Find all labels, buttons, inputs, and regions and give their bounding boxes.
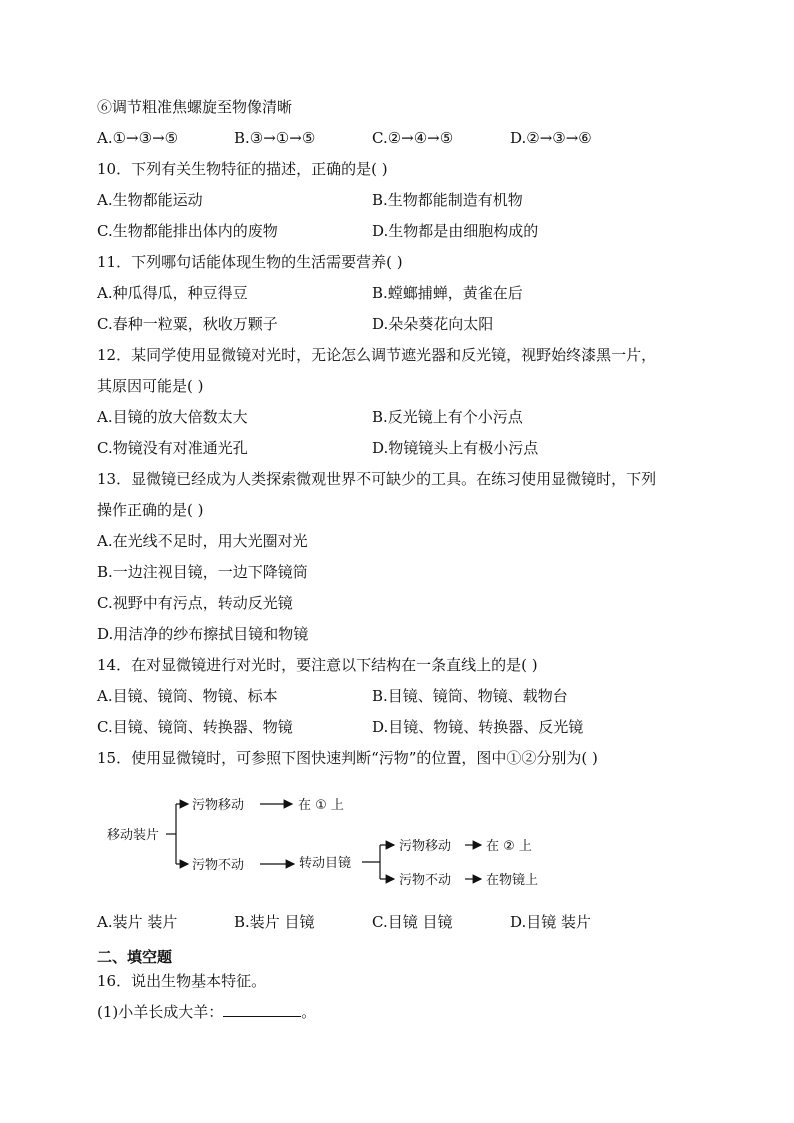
flow-rotate-label: 转动目镜 (299, 856, 352, 871)
q13-option-c[interactable]: C.视野中有污点，转动反光镜 (97, 594, 293, 612)
section-heading-fill-in: 二、填空题 (97, 948, 173, 966)
q16-item1-end: 。 (301, 1003, 317, 1021)
flow-still-label: 污物不动 (192, 858, 245, 873)
q9-option-b[interactable]: B.③→①→⑤ (234, 129, 316, 147)
flow-root-label: 移动装片 (107, 828, 160, 843)
q11-option-c[interactable]: C.春种一粒粟，秋收万颗子 (97, 315, 278, 333)
q16-item1 (97, 1002, 316, 1022)
q14-option-a[interactable]: A.目镜、镜筒、物镜、标本 (97, 687, 278, 705)
q12-option-b[interactable]: B.反光镜上有个小污点 (372, 408, 523, 426)
q10-option-b[interactable]: B.生物都能制造有机物 (372, 191, 523, 209)
q16-item1-blank[interactable] (223, 1002, 301, 1017)
flow-on2-label: 在 ② 上 (486, 839, 532, 854)
flow-moves-label: 污物移动 (192, 798, 245, 813)
q11-stem: 11．下列哪句话能体现生物的生活需要营养( ) (97, 253, 403, 271)
q12-option-c[interactable]: C.物镜没有对准通光孔 (97, 439, 248, 457)
q15-option-c[interactable]: C.目镜 目镜 (372, 913, 453, 931)
q14-stem: 14．在对显微镜进行对光时，要注意以下结构在一条直线上的是( ) (97, 656, 538, 674)
q9-option-d[interactable]: D.②→③→⑥ (510, 129, 592, 147)
q10-stem: 10．下列有关生物特征的描述，正确的是( ) (97, 160, 388, 178)
q13-option-a[interactable]: A.在光线不足时，用大光圈对光 (97, 532, 308, 550)
q10-option-d[interactable]: D.生物都是由细胞构成的 (372, 222, 539, 240)
flow-still2-label: 污物不动 (399, 873, 452, 888)
dirt-location-flowchart (100, 790, 570, 900)
q16-stem: 16．说出生物基本特征。 (97, 972, 267, 990)
q14-option-b[interactable]: B.目镜、镜筒、物镜、载物台 (372, 687, 568, 705)
q16-item1-label: (1)小羊长成大羊： (97, 1003, 224, 1021)
q10-option-a[interactable]: A.生物都能运动 (97, 191, 203, 209)
q11-option-d[interactable]: D.朵朵葵花向太阳 (372, 315, 494, 333)
q10-option-c[interactable]: C.生物都能排出体内的废物 (97, 222, 278, 240)
q15-stem: 15．使用显微镜时，可参照下图快速判断“污物”的位置，图中①②分别为( ) (97, 749, 598, 767)
q15-option-a[interactable]: A.装片 装片 (97, 913, 178, 931)
q12-stem-line1: 12．某同学使用显微镜对光时，无论怎么调节遮光器和反光镜，视野始终漆黑一片， (97, 346, 657, 364)
q12-option-a[interactable]: A.目镜的放大倍数太大 (97, 408, 248, 426)
q13-stem-line1: 13．显微镜已经成为人类探索微观世界不可缺少的工具。在练习使用显微镜时，下列 (97, 470, 657, 488)
q9-step6: ⑥调节粗准焦螺旋至物像清晰 (97, 98, 293, 116)
q13-option-d[interactable]: D.用洁净的纱布擦拭目镜和物镜 (97, 625, 309, 643)
flow-on1-label: 在 ① 上 (298, 798, 344, 813)
q13-option-b[interactable]: B.一边注视目镜，一边下降镜筒 (97, 563, 308, 581)
q9-option-c[interactable]: C.②→④→⑤ (372, 129, 454, 147)
q15-option-d[interactable]: D.目镜 装片 (510, 913, 592, 931)
q14-option-c[interactable]: C.目镜、镜筒、转换器、物镜 (97, 718, 293, 736)
q12-option-d[interactable]: D.物镜镜头上有极小污点 (372, 439, 539, 457)
q14-option-d[interactable]: D.目镜、物镜、转换器、反光镜 (372, 718, 584, 736)
q9-option-a[interactable]: A.①→③→⑤ (97, 129, 179, 147)
q12-stem-line2: 其原因可能是( ) (97, 377, 204, 395)
flow-moves2-label: 污物移动 (399, 839, 452, 854)
flow-objective-label: 在物镜上 (486, 873, 539, 888)
q11-option-b[interactable]: B.螳螂捕蝉，黄雀在后 (372, 284, 523, 302)
q15-option-b[interactable]: B.装片 目镜 (234, 913, 315, 931)
q11-option-a[interactable]: A.种瓜得瓜，种豆得豆 (97, 284, 248, 302)
q13-stem-line2: 操作正确的是( ) (97, 501, 204, 519)
